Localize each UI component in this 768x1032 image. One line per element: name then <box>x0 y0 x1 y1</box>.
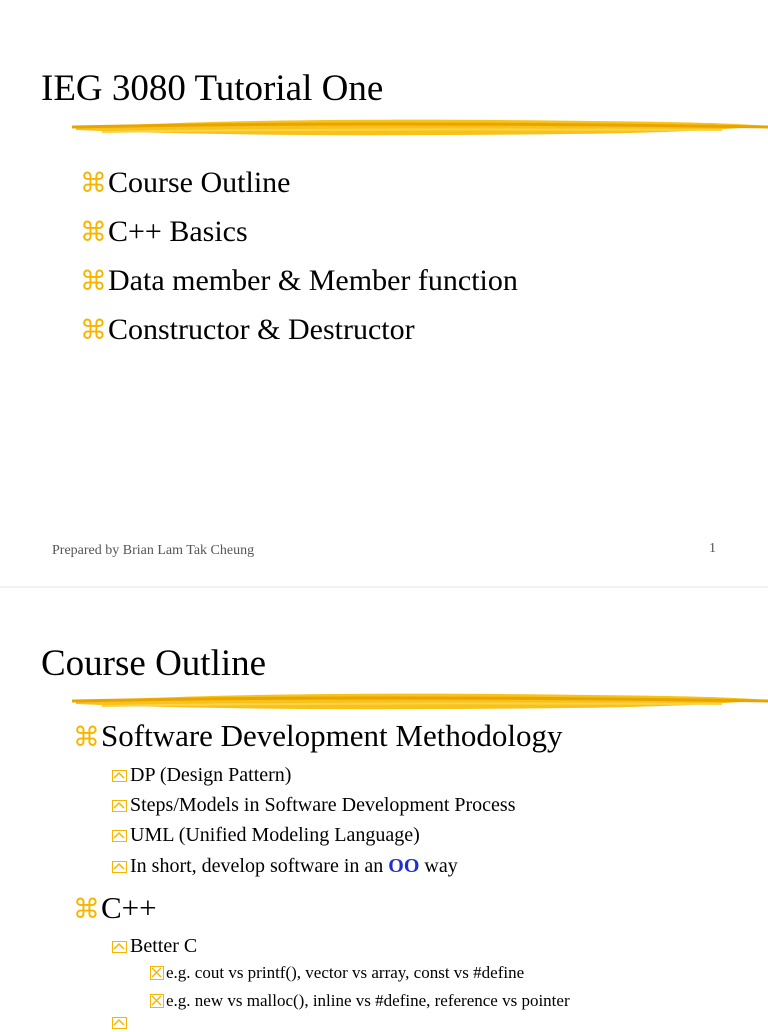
sub-bullet <box>112 856 458 876</box>
command-key-icon: ⌘ <box>80 217 107 248</box>
folder-box-icon <box>112 830 127 842</box>
slide-title: IEG 3080 Tutorial One <box>41 68 384 109</box>
sub-bullet-text: Better C <box>130 935 198 957</box>
command-key-icon: ⌘ <box>80 315 107 346</box>
bullet-text: C++ <box>101 890 157 925</box>
command-key-icon: ⌘ <box>80 168 107 199</box>
folder-box-icon <box>112 800 127 812</box>
outline-bullet <box>80 266 518 296</box>
outline-bullet <box>80 217 248 247</box>
checkbox-x-icon <box>150 994 164 1008</box>
sub-bullet-text: In short, develop software in an <box>130 855 389 877</box>
sub-bullet <box>112 765 291 785</box>
command-key-icon: ⌘ <box>73 894 100 925</box>
folder-box-icon <box>112 861 127 873</box>
slide-footer: Prepared by Brian Lam Tak Cheung <box>52 543 255 558</box>
folder-box-icon <box>112 1017 127 1029</box>
checkbox-x-icon <box>150 966 164 980</box>
sub-bullet <box>112 936 197 956</box>
sub-bullet-text: Steps/Models in Software Development Process <box>130 794 516 816</box>
sub-bullet-text: UML (Unified Modeling Language) <box>130 824 420 846</box>
title-underline-brushstroke <box>72 688 768 714</box>
slide-title: Course Outline <box>41 643 267 684</box>
oo-highlight: OO <box>388 855 420 877</box>
page-number: 1 <box>709 541 716 556</box>
sub-bullet-cut-off <box>112 1012 130 1032</box>
sub-sub-bullet-text: e.g. new vs malloc(), inline vs #define, reference vs pointer <box>166 991 570 1010</box>
slide-2 <box>0 588 768 1024</box>
bullet-text: Course Outline <box>108 166 291 199</box>
command-key-icon: ⌘ <box>80 266 107 297</box>
bullet-text: C++ Basics <box>108 215 248 248</box>
folder-box-icon <box>112 770 127 782</box>
outline-bullet <box>80 168 290 198</box>
bullet-text: Software Development Methodology <box>101 718 563 753</box>
outline-bullet <box>73 892 157 923</box>
sub-bullet-text: DP (Design Pattern) <box>130 764 292 786</box>
folder-box-icon <box>112 941 127 953</box>
sub-bullet <box>112 825 420 845</box>
sub-sub-bullet <box>150 964 524 981</box>
bullet-text: Constructor & Destructor <box>108 313 415 346</box>
sub-sub-bullet-text: e.g. cout vs printf(), vector vs array, const vs #define <box>166 963 525 982</box>
bullet-text: Data member & Member function <box>108 264 518 297</box>
sub-sub-bullet <box>150 992 570 1009</box>
title-underline-brushstroke <box>72 114 768 140</box>
sub-bullet <box>112 795 516 815</box>
command-key-icon: ⌘ <box>73 722 100 753</box>
sub-bullet-text-end: way <box>419 855 458 877</box>
outline-bullet <box>80 315 415 345</box>
outline-bullet <box>73 720 562 751</box>
